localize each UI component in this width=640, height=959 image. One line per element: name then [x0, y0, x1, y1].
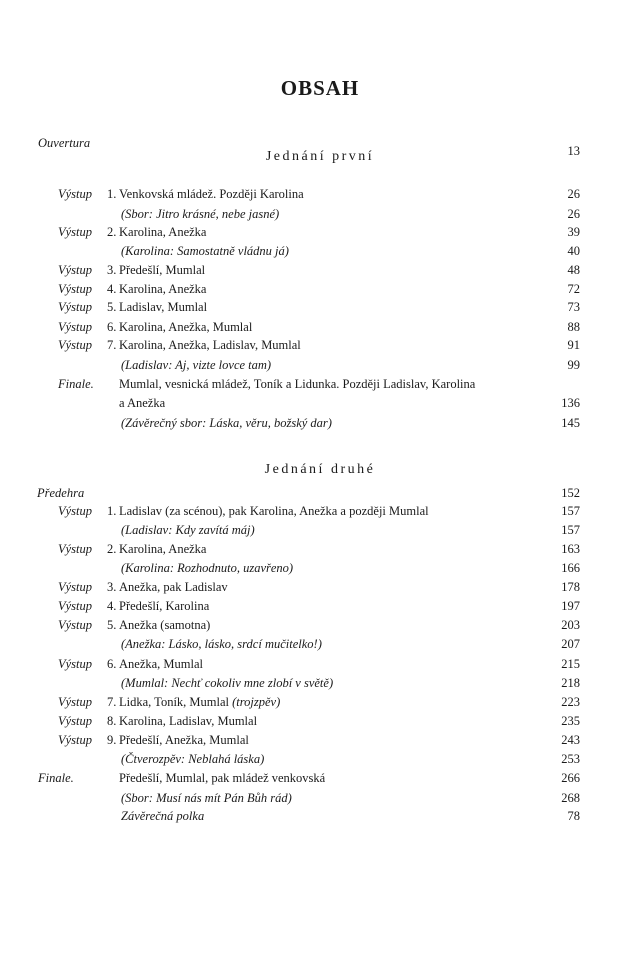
page-number: 157	[561, 523, 580, 537]
page-number: 218	[561, 676, 580, 690]
entry-number: 5.	[107, 618, 117, 632]
entry-text: (Ladislav: Aj, vizte lovce tam)	[121, 358, 272, 372]
entry-text: Ladislav (za scénou), pak Karolina, Anežka a později Mumlal	[119, 504, 429, 518]
page-number: 91	[567, 338, 580, 352]
entry-text: Mumlal, vesnická mládež, Toník a Lidunka. Později Ladislav, Karolina	[119, 377, 476, 391]
entry-text: Karolina, Anežka	[119, 225, 207, 239]
page-number: 166	[561, 561, 580, 575]
entry-label: Ouvertura	[38, 136, 91, 150]
entry-number: 3.	[107, 263, 117, 277]
entry-number: 4.	[107, 599, 117, 613]
entry-text: Venkovská mládež. Později Karolina	[119, 187, 304, 201]
entry-text: Anežka, Mumlal	[119, 657, 204, 671]
page-number: 266	[561, 771, 580, 785]
page-number: 157	[561, 504, 580, 518]
toc-sub-entry	[0, 520, 640, 540]
page-number: 203	[561, 618, 580, 632]
page-number: 207	[561, 637, 580, 651]
page-number: 197	[561, 599, 580, 613]
entry-text: Předešlí, Mumlal	[119, 263, 206, 277]
toc-entry	[0, 222, 640, 242]
page-number: 145	[561, 416, 580, 430]
toc-entry	[0, 711, 640, 731]
entry-number: 6.	[107, 657, 117, 671]
entry-text-italic: (trojzpěv)	[232, 695, 281, 709]
entry-label: Výstup	[58, 714, 93, 728]
page-number: 235	[561, 714, 580, 728]
toc-entry	[0, 654, 640, 674]
entry-number: 1.	[107, 187, 117, 201]
page-number: 152	[561, 486, 580, 500]
entry-label: Výstup	[58, 657, 93, 671]
entry-number: 2.	[107, 225, 117, 239]
entry-number: 6.	[107, 320, 117, 334]
entry-label: Předehra	[37, 486, 85, 500]
entry-text: (Mumlal: Nechť cokoliv mne zlobí v světě)	[121, 676, 334, 690]
page-title: OBSAH	[280, 76, 360, 100]
toc-entry	[0, 596, 640, 616]
entry-number: 1.	[107, 504, 117, 518]
page-number: 13	[567, 144, 580, 158]
entry-number: 9.	[107, 733, 117, 747]
entry-text: Předešlí, Anežka, Mumlal	[119, 733, 249, 747]
page-number: 72	[567, 282, 580, 296]
page-number: 88	[567, 320, 580, 334]
page-number: 99	[567, 358, 580, 372]
entry-label: Výstup	[58, 618, 93, 632]
page-number: 48	[567, 263, 580, 277]
toc-entry	[0, 260, 640, 280]
toc-sub-entry	[0, 558, 640, 578]
page-number: 39	[567, 225, 580, 239]
entry-text: Závěrečná polka	[121, 809, 205, 823]
entry-label: Výstup	[58, 504, 93, 518]
entry-text: (Sbor: Musí nás mít Pán Bůh rád)	[121, 791, 292, 805]
page-number: 243	[561, 733, 580, 747]
act-one-heading: Jednání první	[265, 149, 375, 164]
page-number: 253	[561, 752, 580, 766]
toc-entry	[0, 317, 640, 337]
toc-entry	[0, 501, 640, 521]
entry-label: Výstup	[58, 263, 93, 277]
entry-number: 3.	[107, 580, 117, 594]
entry-number: 8.	[107, 714, 117, 728]
act-two-heading: Jednání druhé	[264, 462, 376, 477]
toc-entry	[0, 279, 640, 299]
entry-text: (Ladislav: Kdy zavítá máj)	[121, 523, 255, 537]
entry-label: Výstup	[58, 338, 93, 352]
entry-text: Anežka (samotna)	[119, 618, 211, 632]
entry-number: 5.	[107, 300, 117, 314]
page-number: 223	[561, 695, 580, 709]
toc-entry	[0, 539, 640, 559]
page-number: 40	[567, 244, 580, 258]
toc-entry-finale-cont	[0, 393, 640, 413]
entry-label: Výstup	[58, 599, 93, 613]
entry-label: Finale.	[38, 771, 74, 785]
page-number: 78	[567, 809, 580, 823]
entry-label: Výstup	[58, 300, 93, 314]
entry-label: Výstup	[58, 580, 93, 594]
entry-text: Karolina, Anežka	[119, 282, 207, 296]
entry-text-main: Lidka, Toník, Mumlal	[119, 695, 229, 709]
entry-text: Karolina, Ladislav, Mumlal	[119, 714, 258, 728]
entry-text: a Anežka	[119, 396, 166, 410]
entry-number: 7.	[107, 338, 117, 352]
entry-label: Výstup	[58, 542, 93, 556]
entry-text: (Karolina: Rozhodnuto, uzavřeno)	[121, 561, 294, 575]
toc-entry-finale	[0, 374, 640, 394]
entry-label: Výstup	[58, 282, 93, 296]
entry-label: Výstup	[58, 733, 93, 747]
entry-label: Výstup	[58, 320, 93, 334]
entry-text: (Anežka: Lásko, lásko, srdcí mučitelko!)	[121, 637, 322, 651]
entry-text	[119, 692, 280, 712]
toc-entry	[0, 297, 640, 317]
page-number: 268	[561, 791, 580, 805]
toc-sub-entry	[0, 204, 640, 224]
toc-sub-entry	[0, 413, 640, 433]
page-number: 73	[567, 300, 580, 314]
entry-text: Anežka, pak Ladislav	[119, 580, 228, 594]
toc-entry	[0, 184, 640, 204]
entry-text: (Sbor: Jitro krásné, nebe jasné)	[121, 207, 280, 221]
page-number: 215	[561, 657, 580, 671]
toc-sub-entry	[0, 634, 640, 654]
entry-label: Výstup	[58, 695, 93, 709]
toc-entry	[0, 692, 640, 712]
entry-text: Předešlí, Karolina	[119, 599, 210, 613]
page-number: 136	[561, 396, 580, 410]
entry-text: Ladislav, Mumlal	[119, 300, 208, 314]
toc-sub-entry	[0, 355, 640, 375]
toc-sub-entry	[0, 788, 640, 808]
toc-entry	[0, 577, 640, 597]
toc-sub-entry	[0, 749, 640, 769]
entry-text: Karolina, Anežka, Ladislav, Mumlal	[119, 338, 301, 352]
toc-sub-entry	[0, 241, 640, 261]
entry-number: 2.	[107, 542, 117, 556]
entry-label: Finale.	[58, 377, 94, 391]
page-number: 178	[561, 580, 580, 594]
entry-text: (Karolina: Samostatně vládnu já)	[121, 244, 289, 258]
toc-entry	[0, 615, 640, 635]
entry-text: (Čtverozpěv: Neblahá láska)	[121, 752, 265, 766]
entry-text: Karolina, Anežka, Mumlal	[119, 320, 253, 334]
page-number: 26	[567, 207, 580, 221]
entry-label: Výstup	[58, 225, 93, 239]
toc-entry	[0, 730, 640, 750]
toc-entry-predehra	[0, 483, 640, 503]
entry-text: (Závěrečný sbor: Láska, věru, božský dar)	[121, 416, 332, 430]
entry-label: Výstup	[58, 187, 93, 201]
toc-entry-polka	[0, 806, 640, 826]
toc-entry	[0, 335, 640, 355]
page-number: 163	[561, 542, 580, 556]
toc-entry-finale	[0, 768, 640, 788]
entry-text: Předešlí, Mumlal, pak mládež venkovská	[119, 771, 326, 785]
entry-text: Karolina, Anežka	[119, 542, 207, 556]
page-number: 26	[567, 187, 580, 201]
toc-sub-entry	[0, 673, 640, 693]
entry-number: 4.	[107, 282, 117, 296]
entry-number: 7.	[107, 695, 117, 709]
